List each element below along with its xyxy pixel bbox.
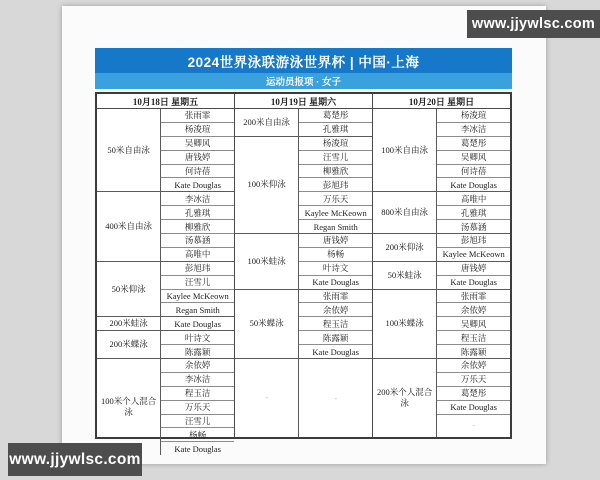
event-group bbox=[97, 359, 234, 455]
swimmer-list bbox=[299, 109, 372, 136]
swimmer-cell: Kate Douglas bbox=[312, 277, 359, 288]
day-column-3 bbox=[373, 94, 510, 437]
swimmer-cell: 吴卿风 bbox=[437, 317, 510, 331]
swimmer-cell: 彭旭玮 bbox=[161, 262, 234, 276]
swimmer-cell: 葛楚彤 bbox=[437, 137, 510, 151]
swimmer-cell: Kate Douglas bbox=[450, 179, 497, 190]
swimmer-cell: 唐钱婷 bbox=[437, 262, 510, 276]
swimmer-cell: 高唯中 bbox=[184, 249, 211, 260]
swimmer-list bbox=[299, 359, 372, 437]
swimmer-cell: 陈露颖 bbox=[184, 346, 211, 357]
empty-placeholder: - bbox=[472, 421, 476, 431]
swimmer-cell: 万乐天 bbox=[299, 192, 372, 206]
swimmer-cell: 吴卿风 bbox=[161, 137, 234, 151]
empty-placeholder: - bbox=[265, 392, 269, 402]
swimmer-cell: 汪雪儿 bbox=[161, 415, 234, 429]
event-group bbox=[97, 109, 234, 192]
swimmer-cell: 余依婷 bbox=[161, 359, 234, 373]
event-group bbox=[97, 262, 234, 318]
event-name-cell: 100米仰泳 bbox=[235, 137, 299, 233]
swimmer-list bbox=[161, 317, 234, 330]
event-group bbox=[235, 109, 372, 137]
swimmer-cell: Kaylee McKeown bbox=[442, 249, 505, 260]
swimmer-list bbox=[161, 359, 234, 455]
swimmer-cell: 唐钱婷 bbox=[299, 234, 372, 248]
event-group bbox=[235, 359, 372, 437]
day-column-1 bbox=[97, 94, 235, 454]
event-group bbox=[97, 317, 234, 331]
event-name-cell: 100米自由泳 bbox=[373, 109, 437, 191]
entry-schedule-table bbox=[95, 92, 512, 454]
swimmer-cell: Kate Douglas bbox=[174, 443, 221, 454]
swimmer-cell: Regan Smith bbox=[175, 304, 220, 315]
event-group bbox=[373, 290, 510, 359]
event-group bbox=[373, 109, 510, 192]
swimmer-cell: Kate Douglas bbox=[174, 318, 221, 329]
swimmer-cell: Regan Smith bbox=[313, 221, 358, 232]
swimmer-cell: 杨浚瑄 bbox=[437, 109, 510, 123]
event-name-cell: 200米蝶泳 bbox=[97, 331, 161, 358]
page-subtitle: 运动员报项 · 女子 bbox=[95, 73, 512, 89]
swimmer-cell: 李冰洁 bbox=[437, 123, 510, 137]
swimmer-cell: 汤慕涵 bbox=[161, 234, 234, 248]
empty-placeholder: - bbox=[334, 393, 338, 403]
day-column-2 bbox=[235, 94, 373, 437]
event-group bbox=[373, 262, 510, 290]
event-name-cell: 100米个人混合泳 bbox=[97, 359, 161, 455]
swimmer-cell: 余依婷 bbox=[437, 303, 510, 317]
swimmer-cell: 彭旭玮 bbox=[299, 178, 372, 192]
empty-event-cell bbox=[235, 359, 299, 437]
swimmer-cell: 高唯中 bbox=[437, 192, 510, 206]
swimmer-cell: 余依婷 bbox=[299, 303, 372, 317]
swimmer-cell: 唐钱婷 bbox=[161, 151, 234, 165]
empty-cell bbox=[437, 415, 510, 437]
swimmer-cell: 张雨霏 bbox=[437, 290, 510, 304]
swimmer-cell: 张雨霏 bbox=[299, 290, 372, 304]
swimmer-cell: 程玉洁 bbox=[161, 387, 234, 401]
event-name-cell: 800米自由泳 bbox=[373, 192, 437, 233]
swimmer-cell: Kaylee McKeown bbox=[161, 290, 234, 304]
day-body bbox=[235, 109, 372, 437]
swimmer-cell: 孔雅琪 bbox=[437, 206, 510, 220]
event-group bbox=[373, 192, 510, 234]
swimmer-cell: Kate Douglas bbox=[174, 179, 221, 190]
day-header-cell: 10月18日 星期五 bbox=[97, 94, 234, 109]
swimmer-cell: 杨畅 bbox=[299, 248, 372, 262]
swimmer-list bbox=[437, 359, 510, 437]
event-name-cell: 200米自由泳 bbox=[235, 109, 299, 136]
event-name-cell: 50米自由泳 bbox=[97, 109, 161, 191]
swimmer-list bbox=[161, 331, 234, 358]
event-group bbox=[373, 234, 510, 262]
empty-cell bbox=[299, 359, 372, 437]
swimmer-cell: 葛楚彤 bbox=[299, 109, 372, 123]
swimmer-list bbox=[299, 137, 372, 233]
swimmer-cell: 何诗蓓 bbox=[161, 165, 234, 179]
swimmer-cell: 程玉洁 bbox=[299, 317, 372, 331]
swimmer-cell: 杨浚瑄 bbox=[299, 137, 372, 151]
swimmer-list bbox=[299, 290, 372, 358]
event-name-cell: 200米蛙泳 bbox=[97, 317, 161, 330]
swimmer-list bbox=[161, 192, 234, 260]
swimmer-cell: 何诗蓓 bbox=[437, 165, 510, 179]
swimmer-cell: 杨畅 bbox=[161, 428, 234, 442]
swimmer-cell: 汤慕涵 bbox=[460, 221, 487, 232]
day-header-cell: 10月19日 星期六 bbox=[235, 94, 372, 109]
swimmer-cell: 万乐天 bbox=[437, 373, 510, 387]
swimmer-cell: 汪雪儿 bbox=[161, 276, 234, 290]
swimmer-cell: 陈露颖 bbox=[460, 346, 487, 357]
event-name-cell: 50米蛙泳 bbox=[373, 262, 437, 289]
event-group bbox=[235, 290, 372, 359]
event-name-cell: 400米自由泳 bbox=[97, 192, 161, 260]
swimmer-cell: 柳雅欣 bbox=[161, 220, 234, 234]
swimmer-cell: 李冰洁 bbox=[161, 192, 234, 206]
swimmer-cell: 葛楚彤 bbox=[437, 387, 510, 401]
watermark-bottom-left: www.jjywlsc.com bbox=[8, 443, 142, 476]
swimmer-list bbox=[437, 234, 510, 261]
swimmer-cell: 杨浚瑄 bbox=[161, 123, 234, 137]
swimmer-list bbox=[161, 109, 234, 191]
swimmer-cell: 叶诗文 bbox=[299, 262, 372, 276]
swimmer-list bbox=[437, 192, 510, 233]
event-name-cell: 200米仰泳 bbox=[373, 234, 437, 261]
swimmer-cell: 汪雪儿 bbox=[299, 151, 372, 165]
swimmer-cell: Kate Douglas bbox=[450, 277, 497, 288]
swimmer-cell: 李冰洁 bbox=[161, 373, 234, 387]
swimmer-list bbox=[437, 109, 510, 191]
swimmer-cell: 陈露颖 bbox=[299, 331, 372, 345]
swimmer-cell: 柳雅欣 bbox=[299, 165, 372, 179]
event-group bbox=[97, 192, 234, 261]
swimmer-cell: 吴卿风 bbox=[437, 151, 510, 165]
event-group bbox=[97, 331, 234, 359]
swimmer-list bbox=[437, 290, 510, 358]
swimmer-list bbox=[299, 234, 372, 289]
swimmer-cell: 张雨霏 bbox=[161, 109, 234, 123]
event-name-cell: 50米仰泳 bbox=[97, 262, 161, 317]
day-header-cell: 10月20日 星期日 bbox=[373, 94, 510, 109]
event-name-cell: 100米蝶泳 bbox=[373, 290, 437, 358]
swimmer-list bbox=[161, 262, 234, 317]
event-name-cell: 50米蝶泳 bbox=[235, 290, 299, 358]
swimmer-cell: Kate Douglas bbox=[312, 346, 359, 357]
event-name-cell: 100米蛙泳 bbox=[235, 234, 299, 289]
swimmer-cell: Kate Douglas bbox=[437, 401, 510, 415]
swimmer-cell: Kaylee McKeown bbox=[299, 206, 372, 220]
swimmer-cell: 万乐天 bbox=[161, 401, 234, 415]
watermark-top-right: www.jjywlsc.com bbox=[467, 10, 600, 38]
swimmer-cell: 孔雅琪 bbox=[322, 124, 349, 135]
day-body bbox=[97, 109, 234, 454]
swimmer-cell: 程玉洁 bbox=[437, 331, 510, 345]
event-group bbox=[235, 137, 372, 234]
event-group bbox=[235, 234, 372, 290]
swimmer-cell: 余依婷 bbox=[437, 359, 510, 373]
event-group bbox=[373, 359, 510, 437]
swimmer-cell: 彭旭玮 bbox=[437, 234, 510, 248]
swimmer-list bbox=[437, 262, 510, 289]
page-title: 2024世界泳联游泳世界杯 | 中国·上海 bbox=[95, 48, 512, 73]
day-body bbox=[373, 109, 510, 437]
event-name-cell: 200米个人混合泳 bbox=[373, 359, 437, 437]
swimmer-cell: 叶诗文 bbox=[161, 331, 234, 345]
swimmer-cell: 孔雅琪 bbox=[161, 206, 234, 220]
